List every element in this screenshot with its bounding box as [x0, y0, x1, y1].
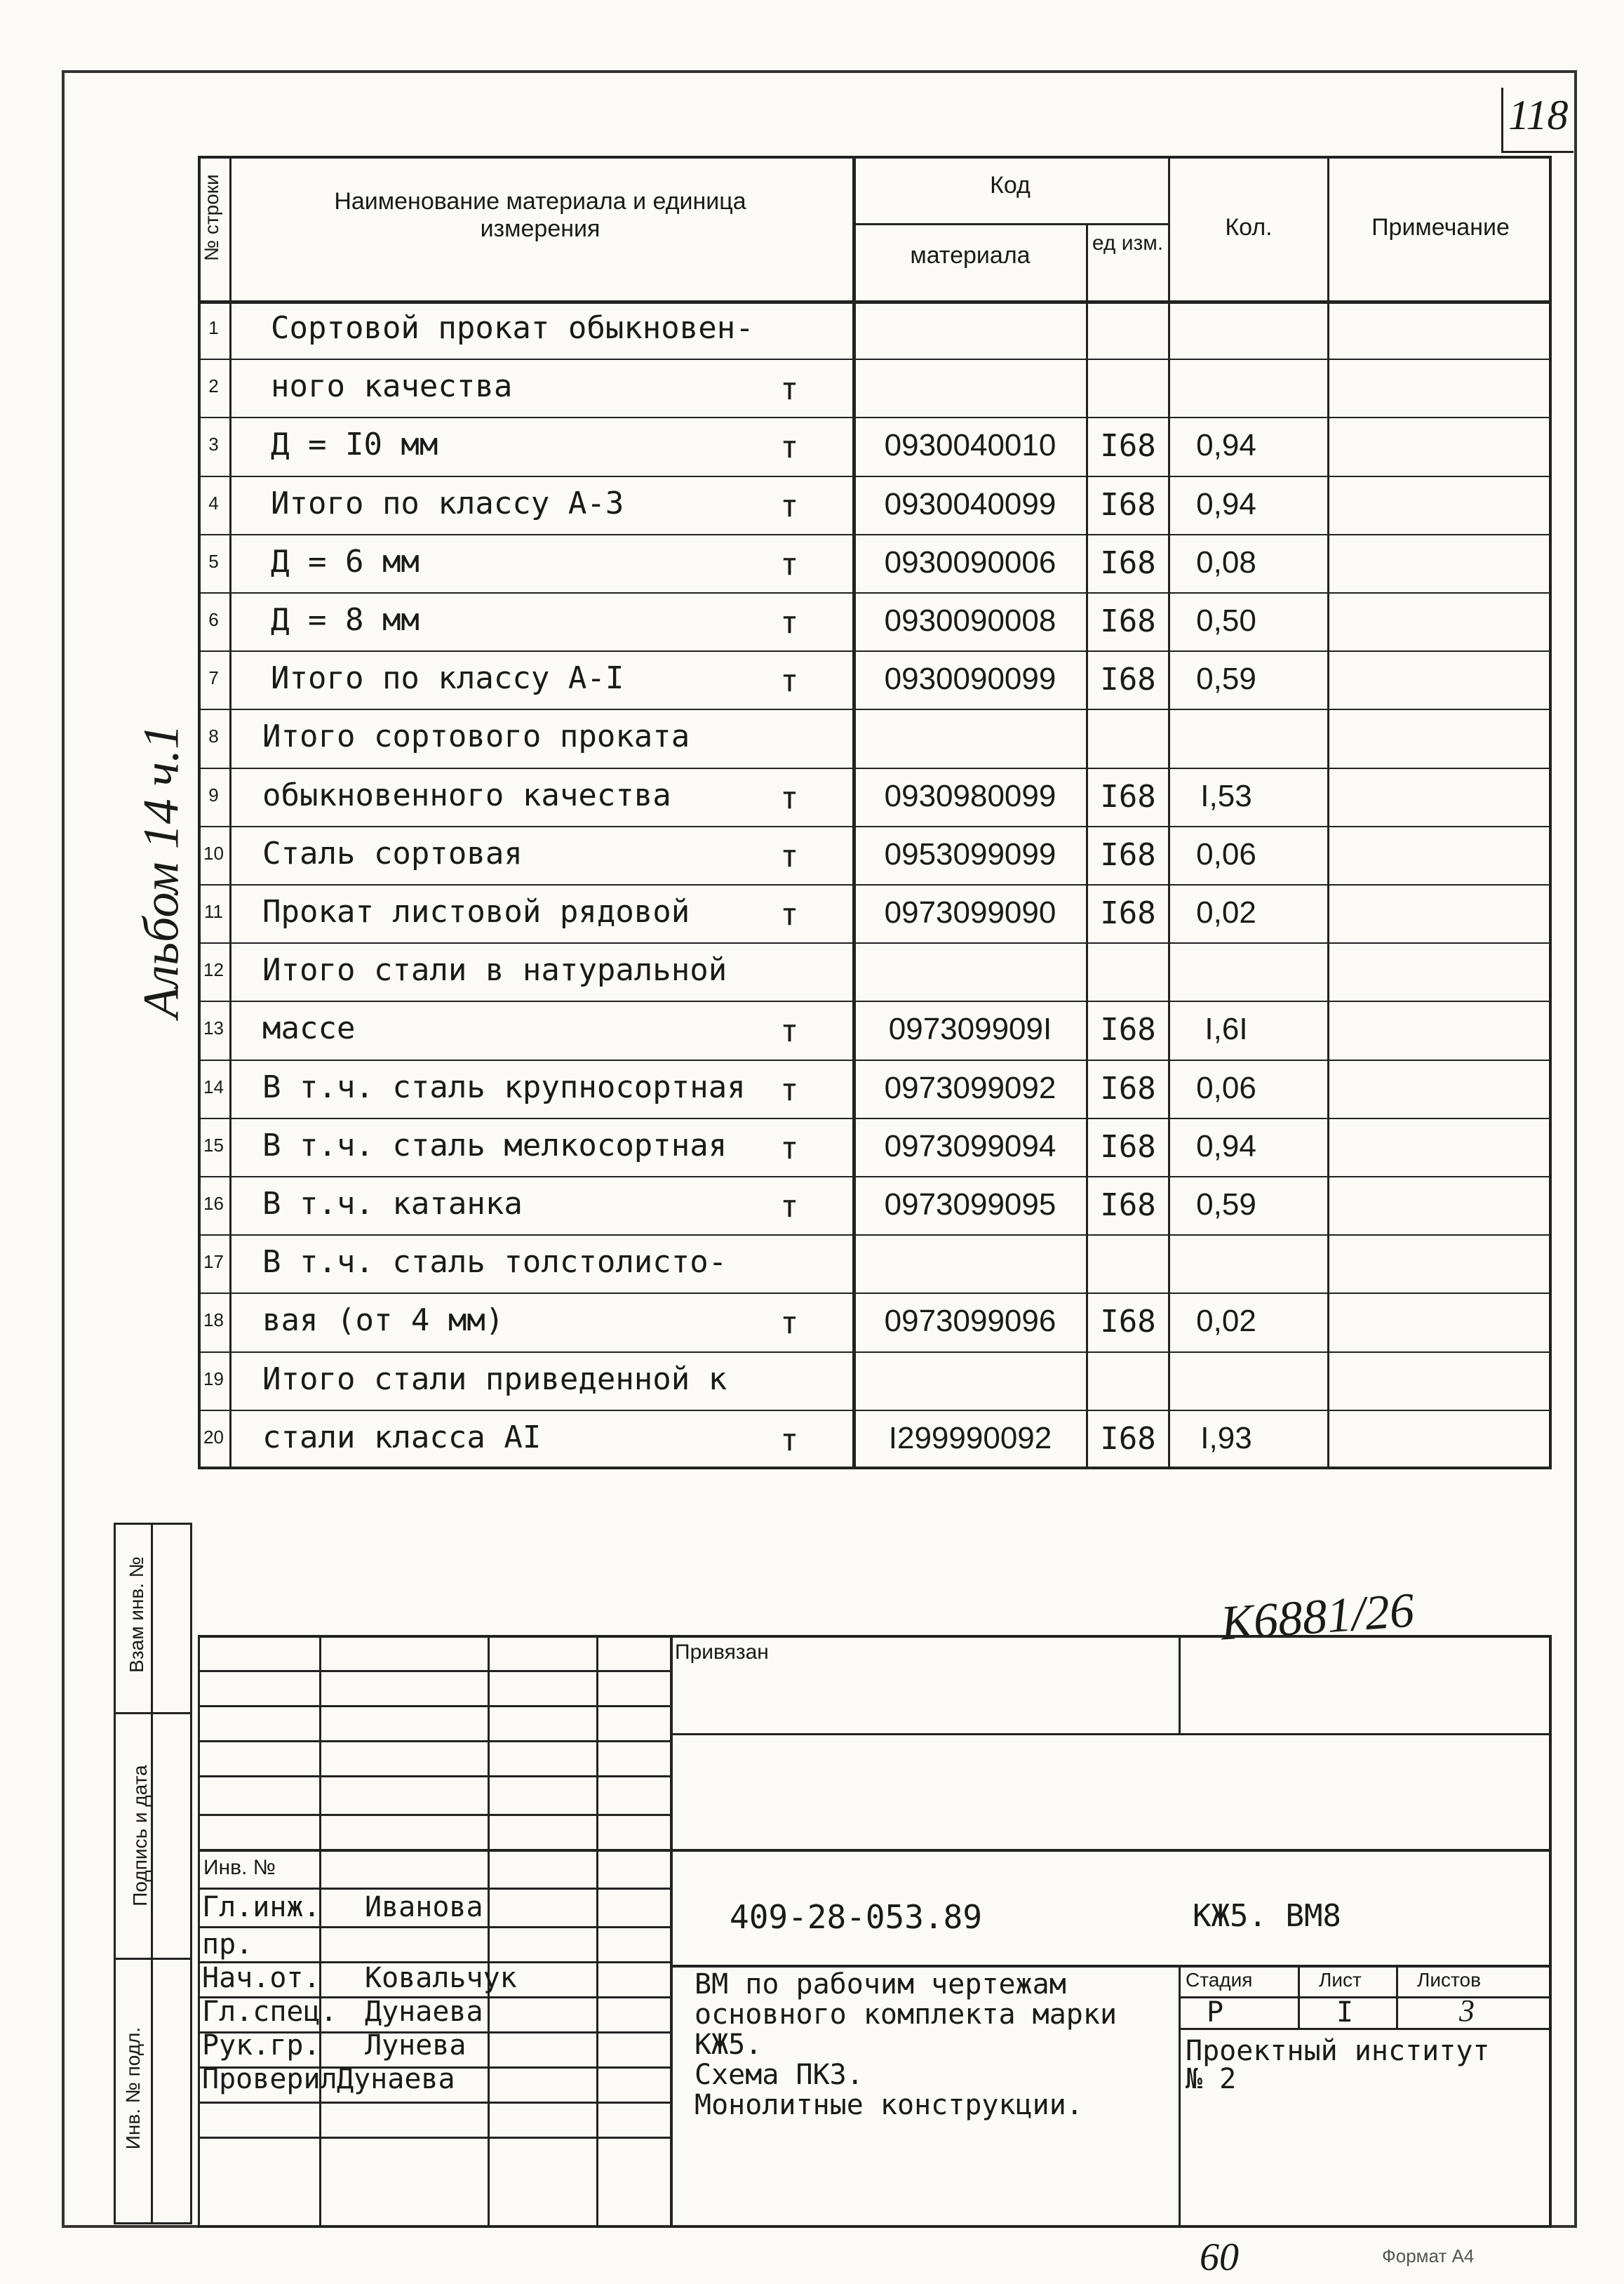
- side-note: Альбом 14 ч.1: [133, 724, 189, 1018]
- row-unit-letter: т: [780, 780, 799, 816]
- stamp-privyazan-divider: [1179, 1635, 1181, 1733]
- table-row-divider: [198, 592, 1552, 594]
- row-unit-letter: т: [780, 1013, 799, 1050]
- sheets-label: Листов: [1417, 1969, 1481, 1991]
- stamp-stage-hline-1: [1179, 1996, 1552, 1998]
- signature-name: Иванова: [365, 1891, 483, 1923]
- table-row-divider: [198, 476, 1552, 477]
- doc-mark: КЖ5. ВМ8: [1193, 1898, 1341, 1934]
- org-line-2: № 2: [1186, 2063, 1237, 2095]
- row-unit-code: I68: [1100, 1420, 1156, 1457]
- row-name: Д = 8 мм: [271, 602, 420, 638]
- row-unit-code: I68: [1100, 836, 1156, 873]
- row-number: 12: [203, 959, 224, 981]
- table-row-divider: [198, 1351, 1552, 1353]
- table-row-divider: [198, 534, 1552, 535]
- row-name: Итого стали приведенной к: [262, 1361, 727, 1397]
- margin-label-podpis: Подпись и дата: [129, 1765, 151, 1906]
- row-material-code: 0930980099: [884, 778, 1056, 813]
- row-name: Прокат листовой рядовой: [262, 894, 690, 930]
- margin-divider-2: [114, 1958, 192, 1960]
- row-number: 3: [208, 434, 219, 455]
- table-row-divider: [198, 709, 1552, 710]
- table-row-divider: [198, 826, 1552, 827]
- header-row-no: № строки: [201, 174, 222, 261]
- row-material-code: 0973099095: [884, 1187, 1056, 1222]
- row-number: 8: [208, 726, 219, 747]
- doc-title-line-2: основного комплекта марки: [694, 1998, 1118, 2031]
- doc-title-line-4: Схема ПК3.: [694, 2059, 864, 2091]
- footer-number: 60: [1200, 2236, 1239, 2279]
- col-line-1: [229, 156, 231, 1469]
- sheet-label: Лист: [1319, 1969, 1362, 1991]
- table-row-divider: [198, 417, 1552, 418]
- row-number: 5: [208, 550, 219, 572]
- row-name: Итого по классу А-I: [271, 660, 624, 697]
- row-number: 19: [203, 1368, 224, 1389]
- row-number: 4: [208, 492, 219, 514]
- row-unit-code: I68: [1100, 1128, 1156, 1165]
- margin-label-inv-podl: Инв. № подл.: [122, 2026, 144, 2150]
- table-row-divider: [198, 1234, 1552, 1236]
- row-unit-letter: т: [780, 488, 799, 524]
- code-subheader-divider: [852, 223, 1168, 225]
- row-material-code: 0973099090: [884, 895, 1056, 930]
- row-unit-code: I68: [1100, 545, 1156, 581]
- table-row-divider: [198, 942, 1552, 944]
- table-row-divider: [198, 884, 1552, 886]
- row-unit-letter: т: [780, 429, 799, 466]
- privyazan-label: Привязан: [675, 1641, 769, 1664]
- row-unit-letter: т: [780, 546, 799, 582]
- row-number: 15: [203, 1134, 224, 1156]
- row-unit-letter: т: [780, 1305, 799, 1342]
- table-row-divider: [198, 1293, 1552, 1294]
- org-line-1: Проектный институт: [1186, 2035, 1490, 2067]
- row-name: В т.ч. катанка: [262, 1186, 523, 1222]
- row-unit-code: I68: [1100, 1012, 1156, 1048]
- row-number: 13: [203, 1017, 224, 1039]
- stamp-right-hline-1: [670, 1733, 1552, 1735]
- signature-name: Дунаева: [337, 2063, 455, 2095]
- row-number: 16: [203, 1193, 224, 1214]
- row-name: вая (от 4 мм): [262, 1302, 504, 1339]
- signature-role: Гл.инж.: [202, 1891, 321, 1923]
- stamp-stage-vline-2: [1396, 1965, 1398, 2028]
- header-name: Наименование материала и единица измерения: [334, 188, 746, 243]
- table-row-divider: [198, 359, 1552, 360]
- signature-role: Проверил: [202, 2063, 337, 2095]
- row-quantity: 0,08: [1196, 545, 1256, 580]
- row-unit-code: I68: [1100, 1304, 1156, 1340]
- signature-role: Рук.гр.: [202, 2029, 321, 2062]
- row-material-code: I299990092: [888, 1420, 1052, 1455]
- row-number: 11: [204, 901, 223, 922]
- table-row-divider: [198, 1001, 1552, 1002]
- table-row-divider: [198, 768, 1552, 769]
- signature-name: Ковальчук: [365, 1962, 517, 1994]
- header-qty: Кол.: [1225, 214, 1273, 241]
- stamp-stage-vline-1: [1298, 1965, 1300, 2028]
- sheets-value: 3: [1459, 1994, 1475, 2028]
- row-material-code: 0973099092: [884, 1070, 1056, 1105]
- row-quantity: 0,50: [1196, 603, 1256, 638]
- table-row-divider: [198, 1118, 1552, 1119]
- row-name: обыкновенного качества: [262, 777, 671, 813]
- stamp-hline-7: [198, 1888, 670, 1890]
- row-unit-code: I68: [1100, 895, 1156, 931]
- row-unit-code: I68: [1100, 662, 1156, 698]
- row-material-code: 097309909I: [888, 1012, 1052, 1047]
- row-unit-code: I68: [1100, 778, 1156, 815]
- row-name: Сортовой прокат обыкновен-: [271, 310, 754, 346]
- signature-name: Дунаева: [365, 1996, 483, 2028]
- row-quantity: 0,94: [1196, 486, 1256, 521]
- margin-divider-1: [114, 1712, 192, 1714]
- stamp-stage-hline-2: [1179, 2028, 1552, 2030]
- row-material-code: 0953099099: [884, 836, 1056, 871]
- row-unit-letter: т: [780, 1071, 799, 1108]
- doc-code: 409-28-053.89: [730, 1898, 983, 1936]
- row-material-code: 0973099094: [884, 1128, 1056, 1163]
- header-unit: ед изм.: [1092, 232, 1164, 255]
- row-number: 10: [203, 842, 224, 864]
- row-unit-letter: т: [780, 663, 799, 700]
- row-unit-letter: т: [780, 838, 799, 874]
- header-divider: [198, 300, 1552, 304]
- signature-role: пр.: [202, 1928, 253, 1961]
- row-unit-letter: т: [780, 605, 799, 641]
- stamp-hline-14: [198, 2137, 670, 2139]
- row-quantity: I,53: [1200, 778, 1252, 813]
- stamp-hline-2: [198, 1705, 670, 1707]
- row-quantity: 0,02: [1196, 895, 1256, 930]
- row-number: 14: [203, 1076, 224, 1097]
- table-row-divider: [198, 1410, 1552, 1411]
- row-material-code: 0930040099: [884, 486, 1056, 521]
- signature-role: Гл.спец.: [202, 1996, 337, 2028]
- row-number: 17: [203, 1251, 224, 1273]
- row-name: массе: [262, 1010, 356, 1047]
- col-line-5: [1327, 156, 1329, 1469]
- stamp-vline-c: [488, 1635, 490, 2228]
- stamp-vline-d: [596, 1635, 598, 2228]
- row-unit-letter: т: [780, 1130, 799, 1166]
- stamp-hline-bottom: [198, 2226, 1552, 2228]
- row-quantity: 0,06: [1196, 1070, 1256, 1105]
- row-name: Сталь сортовая: [262, 835, 523, 871]
- row-name: В т.ч. сталь толстолисто-: [262, 1244, 727, 1281]
- row-unit-letter: т: [780, 1422, 799, 1458]
- row-quantity: 0,59: [1196, 1187, 1256, 1222]
- row-name: В т.ч. сталь крупносортная: [262, 1069, 746, 1105]
- row-number: 7: [208, 667, 219, 689]
- row-quantity: 0,02: [1196, 1304, 1256, 1339]
- row-material-code: 0930040010: [884, 428, 1056, 463]
- stamp-vline-a: [198, 1635, 200, 2228]
- signature-name: Лунева: [365, 2029, 467, 2062]
- row-unit-code: I68: [1100, 1070, 1156, 1107]
- stamp-hline-3: [198, 1740, 670, 1742]
- row-unit-code: I68: [1100, 486, 1156, 523]
- row-quantity: I,6I: [1204, 1012, 1248, 1047]
- row-number: 18: [203, 1309, 224, 1331]
- table-row-divider: [198, 1176, 1552, 1177]
- row-name: Д = 6 мм: [271, 543, 420, 580]
- row-unit-letter: т: [780, 897, 799, 933]
- row-material-code: 0930090008: [884, 603, 1056, 638]
- stamp-hline-6: [198, 1849, 1552, 1852]
- row-unit-letter: т: [780, 1189, 799, 1224]
- row-material-code: 0930090099: [884, 662, 1056, 697]
- stamp-vline-e: [670, 1635, 673, 2228]
- stage-value: Р: [1207, 1996, 1224, 2029]
- row-material-code: 0973099096: [884, 1304, 1056, 1339]
- row-name: стали класса АI: [262, 1419, 542, 1455]
- row-quantity: 0,94: [1196, 428, 1256, 463]
- row-number: 2: [208, 375, 219, 397]
- row-quantity: 0,59: [1196, 662, 1256, 697]
- row-unit-code: I68: [1100, 1187, 1156, 1223]
- doc-title-line-1: ВМ по рабочим чертежам: [694, 1968, 1066, 2001]
- inv-no-label: Инв. №: [203, 1856, 276, 1879]
- row-quantity: I,93: [1200, 1420, 1252, 1455]
- row-name: ного качества: [271, 368, 513, 405]
- row-number: 1: [208, 317, 219, 338]
- stamp-hline-13: [198, 2102, 670, 2104]
- row-material-code: 0930090006: [884, 545, 1056, 580]
- stamp-vline-b: [319, 1635, 321, 2228]
- table-row-divider: [198, 1060, 1552, 1061]
- header-note: Примечание: [1371, 214, 1510, 241]
- row-name: Итого сортового проката: [262, 719, 690, 755]
- stage-label: Стадия: [1186, 1969, 1253, 1991]
- row-unit-letter: т: [780, 371, 799, 408]
- row-name: Итого стали в натуральной: [262, 952, 727, 989]
- row-number: 20: [203, 1426, 224, 1448]
- handwritten-mark: K6881/26: [1219, 1583, 1416, 1651]
- margin-label-vzam: Взам инв. №: [126, 1556, 147, 1673]
- row-unit-code: I68: [1100, 428, 1156, 465]
- row-quantity: 0,06: [1196, 836, 1256, 871]
- doc-title-line-5: Монолитные конструкции.: [694, 2089, 1083, 2121]
- stamp-right-hline-2: [670, 1965, 1552, 1968]
- format-label: Формат А4: [1382, 2245, 1475, 2266]
- header-code: Код: [990, 172, 1031, 199]
- row-number: 9: [208, 784, 219, 806]
- header-material: материала: [910, 242, 1031, 269]
- stamp-hline-4: [198, 1775, 670, 1777]
- row-quantity: 0,94: [1196, 1128, 1256, 1163]
- sheet-value: I: [1336, 1996, 1354, 2029]
- stamp-hline-8: [198, 1926, 670, 1928]
- row-name: Итого по классу А-3: [271, 485, 624, 521]
- row-unit-code: I68: [1100, 603, 1156, 639]
- row-number: 6: [208, 609, 219, 630]
- doc-title-line-3: КЖ5.: [694, 2029, 763, 2061]
- stamp-hline-5: [198, 1814, 670, 1816]
- row-name: Д = I0 мм: [271, 427, 438, 463]
- stamp-info-divider: [1179, 1965, 1181, 2226]
- stamp-hline-1: [198, 1670, 670, 1672]
- row-name: В т.ч. сталь мелкосортная: [262, 1127, 727, 1163]
- table-row-divider: [198, 650, 1552, 652]
- page-number: 118: [1508, 92, 1569, 138]
- signature-role: Нач.от.: [202, 1962, 321, 1994]
